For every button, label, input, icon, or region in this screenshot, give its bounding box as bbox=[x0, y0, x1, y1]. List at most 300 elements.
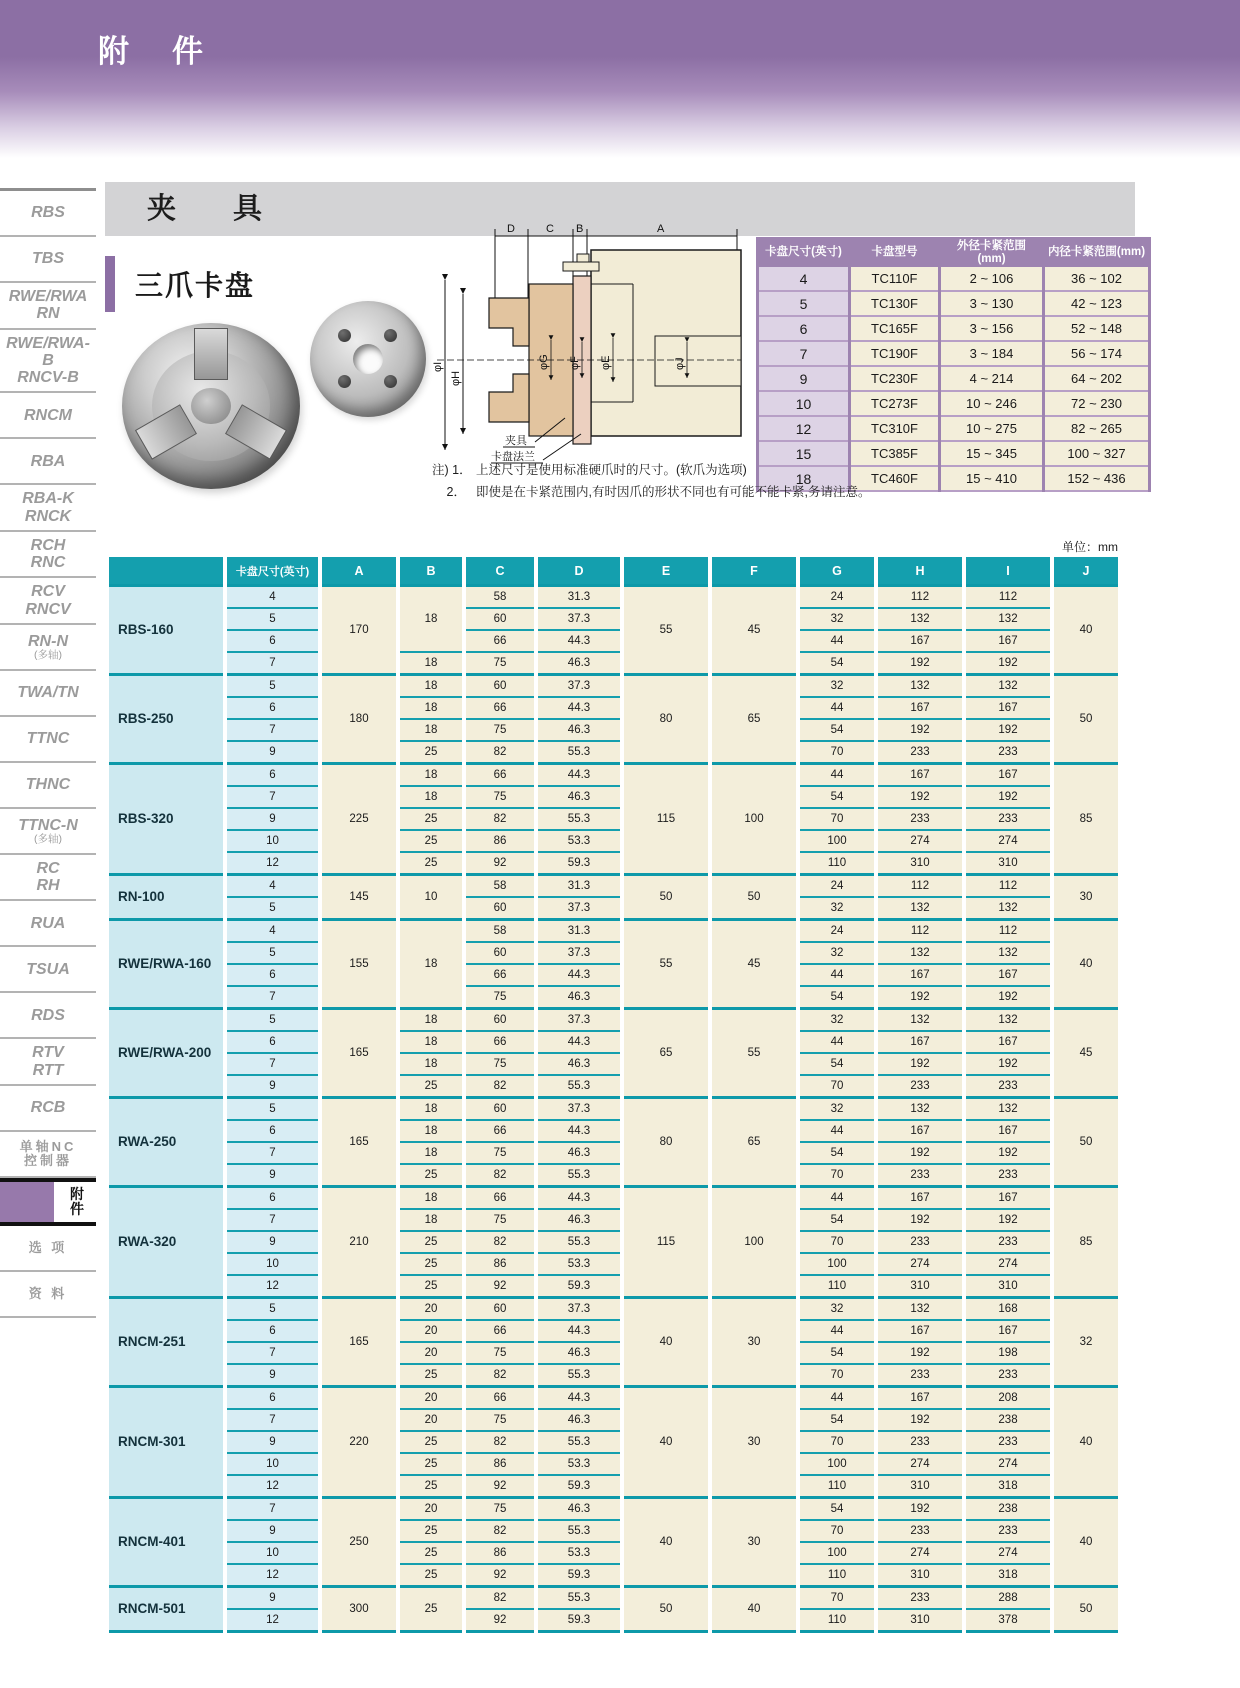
cell-b: 18 bbox=[398, 1009, 464, 1032]
sidebar-item-twa-tn[interactable] bbox=[0, 671, 96, 717]
spec-row bbox=[107, 1409, 1120, 1431]
sidebar-item-rcb[interactable] bbox=[0, 1086, 96, 1132]
cell-b: 25 bbox=[398, 1075, 464, 1098]
cell-c: 86 bbox=[464, 1542, 536, 1564]
cell-d: 46.3 bbox=[536, 719, 622, 741]
cell-d: 37.3 bbox=[536, 897, 622, 920]
spec-header-h: H bbox=[876, 557, 964, 586]
chuck-table-row bbox=[758, 416, 1150, 441]
cell-i: 132 bbox=[964, 675, 1052, 698]
cell-size: 5 bbox=[225, 1009, 320, 1032]
spec-row bbox=[107, 586, 1120, 609]
cell-c: 58 bbox=[464, 586, 536, 609]
cell-c: 75 bbox=[464, 1142, 536, 1164]
cell-j: 40 bbox=[1052, 1387, 1120, 1498]
cell-i: 198 bbox=[964, 1342, 1052, 1364]
center-hole bbox=[353, 344, 383, 374]
cell-b: 18 bbox=[398, 1120, 464, 1142]
cell-h: 132 bbox=[876, 1298, 964, 1321]
cell-h: 233 bbox=[876, 1231, 964, 1253]
sidebar-item-label: 附 件 bbox=[70, 1185, 86, 1218]
cell-h: 233 bbox=[876, 1364, 964, 1387]
chuck-table-cell: 15 ~ 345 bbox=[940, 441, 1044, 466]
cell-size: 10 bbox=[225, 1453, 320, 1475]
spec-row bbox=[107, 1031, 1120, 1053]
cell-i: 112 bbox=[964, 875, 1052, 898]
spec-row bbox=[107, 741, 1120, 764]
sidebar-item-label: TBS bbox=[32, 250, 64, 268]
cell-i: 132 bbox=[964, 942, 1052, 964]
note-line-1: 上述尺寸是使用标准硬爪时的尺寸。(软爪为选项) bbox=[476, 463, 747, 477]
chuck-table-cell: 6 bbox=[758, 316, 850, 341]
cell-size: 7 bbox=[225, 1142, 320, 1164]
spec-row bbox=[107, 608, 1120, 630]
cell-b: 18 bbox=[398, 1187, 464, 1210]
cell-size: 7 bbox=[225, 1053, 320, 1075]
cell-a: 180 bbox=[320, 675, 398, 764]
cell-i: 167 bbox=[964, 630, 1052, 652]
spec-header-size: 卡盘尺寸(英寸) bbox=[225, 557, 320, 586]
cell-i: 167 bbox=[964, 1120, 1052, 1142]
cell-i: 274 bbox=[964, 830, 1052, 852]
dim-label-a: A bbox=[657, 223, 665, 235]
chuck-table-cell: 9 bbox=[758, 366, 850, 391]
sidebar-item-rbs[interactable] bbox=[0, 191, 96, 237]
cell-size: 9 bbox=[225, 1587, 320, 1610]
spec-row bbox=[107, 1342, 1120, 1364]
sidebar-item-label: 控制器 bbox=[23, 1152, 72, 1168]
cell-h: 233 bbox=[876, 1587, 964, 1610]
dim-label-b: B bbox=[576, 223, 584, 235]
spec-row bbox=[107, 852, 1120, 875]
cell-size: 6 bbox=[225, 1187, 320, 1210]
sidebar-item-label: RTT bbox=[32, 1061, 64, 1079]
spec-header-a: A bbox=[320, 557, 398, 586]
cell-f: 55 bbox=[710, 1009, 798, 1098]
cell-b: 25 bbox=[398, 1253, 464, 1275]
cell-g: 110 bbox=[798, 852, 876, 875]
spec-row bbox=[107, 920, 1120, 943]
sidebar-item-options[interactable] bbox=[0, 1226, 96, 1272]
sidebar-item-documents[interactable] bbox=[0, 1272, 96, 1318]
cell-i: 233 bbox=[964, 1231, 1052, 1253]
sidebar-item-ttnc[interactable] bbox=[0, 717, 96, 763]
cell-g: 32 bbox=[798, 897, 876, 920]
spec-header-empty bbox=[107, 557, 225, 586]
cell-a: 300 bbox=[320, 1587, 398, 1632]
cell-d: 55.3 bbox=[536, 741, 622, 764]
product-name: RBS-160 bbox=[107, 586, 225, 675]
cell-i: 168 bbox=[964, 1298, 1052, 1321]
cell-h: 132 bbox=[876, 675, 964, 698]
cell-h: 167 bbox=[876, 1320, 964, 1342]
cell-size: 12 bbox=[225, 1475, 320, 1498]
cell-h: 192 bbox=[876, 1053, 964, 1075]
spec-row bbox=[107, 808, 1120, 830]
cell-h: 192 bbox=[876, 652, 964, 675]
cell-d: 55.3 bbox=[536, 1075, 622, 1098]
spec-row bbox=[107, 1275, 1120, 1298]
cell-d: 37.3 bbox=[536, 1098, 622, 1121]
cell-size: 6 bbox=[225, 1031, 320, 1053]
cell-b: 18 bbox=[398, 719, 464, 741]
cell-i: 318 bbox=[964, 1564, 1052, 1587]
cell-size: 5 bbox=[225, 1098, 320, 1121]
cell-a: 165 bbox=[320, 1098, 398, 1187]
cell-j: 50 bbox=[1052, 1587, 1120, 1632]
sidebar-item-label: THNC bbox=[25, 776, 71, 794]
cell-d: 46.3 bbox=[536, 1209, 622, 1231]
cell-c: 66 bbox=[464, 1187, 536, 1210]
cell-c: 66 bbox=[464, 697, 536, 719]
dim-label-phi-j: φJ bbox=[674, 357, 686, 370]
sidebar-item-rcv-rncv[interactable] bbox=[0, 578, 96, 625]
cell-size: 4 bbox=[225, 920, 320, 943]
cell-d: 55.3 bbox=[536, 1431, 622, 1453]
cell-b: 18 bbox=[398, 1031, 464, 1053]
chuck-table-col-header: 卡盘尺寸(英寸) bbox=[758, 237, 850, 266]
cell-b: 25 bbox=[398, 1542, 464, 1564]
spec-header-j: J bbox=[1052, 557, 1120, 586]
cell-d: 55.3 bbox=[536, 1231, 622, 1253]
cell-h: 233 bbox=[876, 1520, 964, 1542]
chuck-table-cell: TC110F bbox=[850, 266, 940, 291]
cell-c: 75 bbox=[464, 719, 536, 741]
sidebar-item-label: TTNC-N bbox=[18, 816, 78, 834]
dim-label-phi-f: φF bbox=[569, 356, 581, 370]
spec-table bbox=[105, 557, 1122, 1633]
sidebar-item-rncm[interactable] bbox=[0, 393, 96, 439]
cell-h: 274 bbox=[876, 1253, 964, 1275]
banner-title: 附 件 bbox=[98, 34, 209, 69]
cell-i: 132 bbox=[964, 608, 1052, 630]
cell-b: 18 bbox=[398, 1142, 464, 1164]
cell-h: 192 bbox=[876, 1342, 964, 1364]
spec-row bbox=[107, 830, 1120, 852]
cell-size: 6 bbox=[225, 1120, 320, 1142]
cell-g: 32 bbox=[798, 1009, 876, 1032]
notes bbox=[432, 460, 1012, 504]
cell-f: 45 bbox=[710, 920, 798, 1009]
cell-d: 37.3 bbox=[536, 1298, 622, 1321]
cell-a: 165 bbox=[320, 1009, 398, 1098]
cell-size: 7 bbox=[225, 986, 320, 1009]
cell-h: 167 bbox=[876, 1031, 964, 1053]
cell-f: 45 bbox=[710, 586, 798, 675]
chuck-table-cell: 152 ~ 436 bbox=[1044, 466, 1150, 491]
cell-g: 32 bbox=[798, 608, 876, 630]
spec-row bbox=[107, 652, 1120, 675]
cell-size: 6 bbox=[225, 697, 320, 719]
cell-g: 54 bbox=[798, 1142, 876, 1164]
cell-size: 9 bbox=[225, 1075, 320, 1098]
sidebar-item-rwe-rwa-rn[interactable] bbox=[0, 283, 96, 330]
sidebar-item-rc-rh[interactable] bbox=[0, 855, 96, 902]
sidebar-item-rds[interactable] bbox=[0, 993, 96, 1039]
chuck-table-cell: 56 ~ 174 bbox=[1044, 341, 1150, 366]
cell-size: 5 bbox=[225, 608, 320, 630]
cell-size: 12 bbox=[225, 1275, 320, 1298]
cell-i: 233 bbox=[964, 1431, 1052, 1453]
cell-b: 20 bbox=[398, 1298, 464, 1321]
chuck-table-cell: TC310F bbox=[850, 416, 940, 441]
cell-i: 378 bbox=[964, 1609, 1052, 1632]
cell-size: 7 bbox=[225, 1209, 320, 1231]
chuck-table-cell: 18 bbox=[758, 466, 850, 491]
cell-h: 132 bbox=[876, 897, 964, 920]
cell-c: 75 bbox=[464, 1053, 536, 1075]
cell-d: 55.3 bbox=[536, 1364, 622, 1387]
page-banner bbox=[0, 0, 1240, 158]
cell-g: 44 bbox=[798, 697, 876, 719]
cell-g: 70 bbox=[798, 1164, 876, 1187]
cell-h: 112 bbox=[876, 586, 964, 609]
dim-label-d: D bbox=[507, 223, 515, 235]
product-name: RNCM-301 bbox=[107, 1387, 225, 1498]
cell-f: 30 bbox=[710, 1387, 798, 1498]
cell-b: 25 bbox=[398, 1453, 464, 1475]
cell-b: 20 bbox=[398, 1387, 464, 1410]
cell-b: 25 bbox=[398, 808, 464, 830]
cell-c: 86 bbox=[464, 1253, 536, 1275]
sidebar-item-tsua[interactable] bbox=[0, 947, 96, 993]
chuck-table-cell: 7 bbox=[758, 341, 850, 366]
cell-d: 55.3 bbox=[536, 1520, 622, 1542]
cell-d: 31.3 bbox=[536, 586, 622, 609]
cell-a: 250 bbox=[320, 1498, 398, 1587]
chuck-table-row bbox=[758, 391, 1150, 416]
cell-c: 66 bbox=[464, 1320, 536, 1342]
cell-e: 40 bbox=[622, 1298, 710, 1387]
cell-d: 44.3 bbox=[536, 630, 622, 652]
cell-j: 40 bbox=[1052, 586, 1120, 675]
cell-b: 25 bbox=[398, 1520, 464, 1542]
product-name: RNCM-251 bbox=[107, 1298, 225, 1387]
cell-b: 20 bbox=[398, 1320, 464, 1342]
cell-h: 274 bbox=[876, 1542, 964, 1564]
cell-size: 7 bbox=[225, 1498, 320, 1521]
cell-h: 167 bbox=[876, 1120, 964, 1142]
cell-e: 115 bbox=[622, 1187, 710, 1298]
cell-size: 9 bbox=[225, 1520, 320, 1542]
spec-row bbox=[107, 1053, 1120, 1075]
spec-row bbox=[107, 1387, 1120, 1410]
cell-j: 85 bbox=[1052, 1187, 1120, 1298]
chuck-table-cell: 12 bbox=[758, 416, 850, 441]
cell-g: 70 bbox=[798, 1231, 876, 1253]
product-name: RNCM-501 bbox=[107, 1587, 225, 1632]
chuck-table-cell: 4 ~ 214 bbox=[940, 366, 1044, 391]
cell-c: 82 bbox=[464, 1364, 536, 1387]
chuck-table-cell: TC130F bbox=[850, 291, 940, 316]
cell-d: 44.3 bbox=[536, 964, 622, 986]
cell-c: 75 bbox=[464, 1409, 536, 1431]
cell-a: 210 bbox=[320, 1187, 398, 1298]
cell-b: 25 bbox=[398, 1275, 464, 1298]
product-name: RWA-250 bbox=[107, 1098, 225, 1187]
chuck-table-header-row bbox=[758, 237, 1150, 266]
cell-g: 70 bbox=[798, 1431, 876, 1453]
spec-row bbox=[107, 786, 1120, 808]
product-name: RBS-250 bbox=[107, 675, 225, 764]
chuck-table-cell: 36 ~ 102 bbox=[1044, 266, 1150, 291]
cell-size: 7 bbox=[225, 786, 320, 808]
cell-e: 55 bbox=[622, 586, 710, 675]
spec-row bbox=[107, 697, 1120, 719]
cell-d: 37.3 bbox=[536, 608, 622, 630]
sidebar-item-label: RBA-K bbox=[22, 490, 74, 508]
spec-table-body bbox=[107, 586, 1120, 1632]
sidebar-item-label: TWA/TN bbox=[17, 684, 79, 702]
cell-c: 66 bbox=[464, 630, 536, 652]
sidebar-item-rn-n[interactable] bbox=[0, 625, 96, 671]
cell-e: 80 bbox=[622, 675, 710, 764]
cell-h: 192 bbox=[876, 786, 964, 808]
sidebar-item-label: RCH bbox=[30, 536, 66, 554]
chuck-table-cell: 52 ~ 148 bbox=[1044, 316, 1150, 341]
cell-i: 318 bbox=[964, 1475, 1052, 1498]
sidebar-item-label: RH bbox=[36, 877, 60, 895]
cell-h: 132 bbox=[876, 1009, 964, 1032]
callout-flange: 卡盘法兰 bbox=[491, 451, 535, 463]
spec-row bbox=[107, 1098, 1120, 1121]
cell-b: 18 bbox=[398, 697, 464, 719]
cell-h: 132 bbox=[876, 608, 964, 630]
cell-size: 10 bbox=[225, 830, 320, 852]
cell-h: 192 bbox=[876, 1498, 964, 1521]
sidebar-item-label: TSUA bbox=[26, 960, 70, 978]
sidebar-item-ttnc-n[interactable] bbox=[0, 809, 96, 855]
spec-row bbox=[107, 1587, 1120, 1610]
cell-h: 310 bbox=[876, 1609, 964, 1632]
product-name: RBS-320 bbox=[107, 764, 225, 875]
chuck-table-cell: 15 bbox=[758, 441, 850, 466]
product-name: RWE/RWA-200 bbox=[107, 1009, 225, 1098]
spec-row bbox=[107, 986, 1120, 1009]
cell-d: 46.3 bbox=[536, 1342, 622, 1364]
chuck-table-row bbox=[758, 341, 1150, 366]
sidebar-item-single-axis-nc-controller[interactable] bbox=[0, 1132, 96, 1178]
chuck-table-cell: 3 ~ 156 bbox=[940, 316, 1044, 341]
sidebar-item-label: RNCK bbox=[24, 507, 72, 525]
cell-c: 66 bbox=[464, 1387, 536, 1410]
cell-f: 65 bbox=[710, 675, 798, 764]
cell-b: 18 bbox=[398, 764, 464, 787]
cell-c: 66 bbox=[464, 1031, 536, 1053]
cell-h: 112 bbox=[876, 920, 964, 943]
cell-size: 5 bbox=[225, 1298, 320, 1321]
cell-d: 44.3 bbox=[536, 1387, 622, 1410]
cell-g: 54 bbox=[798, 1342, 876, 1364]
cell-c: 86 bbox=[464, 830, 536, 852]
cell-g: 32 bbox=[798, 942, 876, 964]
cell-c: 75 bbox=[464, 786, 536, 808]
sidebar-item-thnc[interactable] bbox=[0, 763, 96, 809]
sidebar-item-label: 选 项 bbox=[28, 1240, 68, 1256]
cell-d: 59.3 bbox=[536, 852, 622, 875]
cell-j: 85 bbox=[1052, 764, 1120, 875]
cell-d: 55.3 bbox=[536, 1587, 622, 1610]
spec-row bbox=[107, 1231, 1120, 1253]
chuck-table-cell: 100 ~ 327 bbox=[1044, 441, 1150, 466]
cell-c: 82 bbox=[464, 1164, 536, 1187]
sidebar-item-rua[interactable] bbox=[0, 901, 96, 947]
sidebar-item-label: RWE/RWA-B bbox=[6, 334, 90, 369]
cell-g: 70 bbox=[798, 808, 876, 830]
cell-c: 82 bbox=[464, 1587, 536, 1610]
spec-header-f: F bbox=[710, 557, 798, 586]
chuck-table-body bbox=[758, 266, 1150, 491]
cell-j: 30 bbox=[1052, 875, 1120, 920]
cell-d: 44.3 bbox=[536, 1320, 622, 1342]
sidebar-item-rwe-rwa-b-rncv-b[interactable] bbox=[0, 330, 96, 394]
cell-c: 60 bbox=[464, 897, 536, 920]
callout-fixture: 夹具 bbox=[505, 435, 527, 447]
cell-size: 9 bbox=[225, 1231, 320, 1253]
chuck-table-row bbox=[758, 366, 1150, 391]
cell-c: 66 bbox=[464, 964, 536, 986]
cell-d: 44.3 bbox=[536, 1187, 622, 1210]
cell-h: 167 bbox=[876, 630, 964, 652]
cell-b: 18 bbox=[398, 675, 464, 698]
chuck-table-cell: TC190F bbox=[850, 341, 940, 366]
cell-size: 9 bbox=[225, 808, 320, 830]
cell-g: 70 bbox=[798, 1587, 876, 1610]
cell-i: 192 bbox=[964, 719, 1052, 741]
spec-header-e: E bbox=[622, 557, 710, 586]
cell-d: 53.3 bbox=[536, 830, 622, 852]
cell-d: 37.3 bbox=[536, 675, 622, 698]
cell-d: 46.3 bbox=[536, 786, 622, 808]
cell-g: 32 bbox=[798, 1298, 876, 1321]
sidebar-item-label: RWE/RWA bbox=[8, 288, 88, 305]
sidebar-item-label: 单轴NC bbox=[19, 1138, 77, 1154]
cell-c: 60 bbox=[464, 1009, 536, 1032]
cell-c: 92 bbox=[464, 1275, 536, 1298]
cell-j: 40 bbox=[1052, 1498, 1120, 1587]
cell-size: 6 bbox=[225, 764, 320, 787]
sidebar-item-tbs[interactable] bbox=[0, 237, 96, 283]
sidebar-item-rba-k-rnck[interactable] bbox=[0, 485, 96, 532]
sidebar-item-rba[interactable] bbox=[0, 439, 96, 485]
spec-row bbox=[107, 1320, 1120, 1342]
cell-size: 6 bbox=[225, 1320, 320, 1342]
cell-j: 50 bbox=[1052, 675, 1120, 764]
three-jaw-chuck-photo bbox=[122, 323, 300, 489]
spec-header-g: G bbox=[798, 557, 876, 586]
cell-e: 40 bbox=[622, 1387, 710, 1498]
cell-h: 192 bbox=[876, 1409, 964, 1431]
cell-g: 44 bbox=[798, 630, 876, 652]
spec-row bbox=[107, 675, 1120, 698]
sidebar-item-rch-rnc[interactable] bbox=[0, 532, 96, 579]
spec-row bbox=[107, 942, 1120, 964]
cell-size: 4 bbox=[225, 875, 320, 898]
dimension-diagram bbox=[425, 220, 747, 466]
sidebar-item-rtv-rtt[interactable] bbox=[0, 1039, 96, 1086]
sidebar-item-label: RCV bbox=[31, 583, 65, 601]
cell-h: 167 bbox=[876, 764, 964, 787]
cell-size: 9 bbox=[225, 1431, 320, 1453]
chuck-table-cell: TC165F bbox=[850, 316, 940, 341]
cell-i: 167 bbox=[964, 1031, 1052, 1053]
cell-e: 40 bbox=[622, 1498, 710, 1587]
chuck-table-cell: 10 bbox=[758, 391, 850, 416]
sidebar-item-accessories[interactable] bbox=[0, 1178, 96, 1226]
cell-i: 167 bbox=[964, 964, 1052, 986]
cell-size: 9 bbox=[225, 741, 320, 764]
cell-i: 192 bbox=[964, 1053, 1052, 1075]
